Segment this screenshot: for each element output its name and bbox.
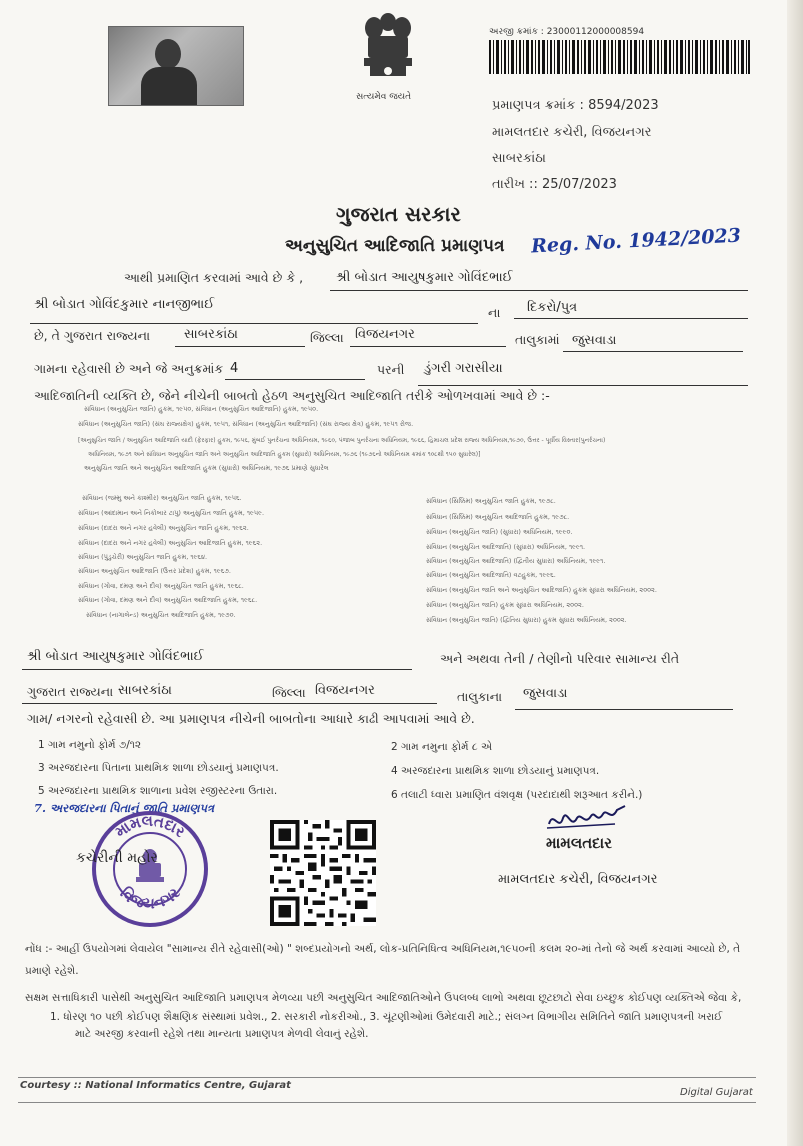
svg-text:મામલતદાર bbox=[112, 812, 189, 841]
applicant-name: શ્રી બોડાત આયુષકુમાર ગોવિંદભાઈ bbox=[336, 270, 513, 285]
taluka-underline bbox=[350, 346, 506, 347]
residence-district-underline bbox=[22, 703, 437, 704]
footer-bottom-rule bbox=[18, 1102, 756, 1103]
application-number: અરજી ક્રમાંક : 23000112000008594 bbox=[489, 27, 645, 37]
residence-district: સાબરકાંઠા bbox=[118, 683, 172, 698]
order-line: સંવિધાન (અનુસુચિત જાતિ) (સંઘ રાજ્યક્ષેત્ર) હુકમ, ૧૯૫૧, સંવિધાન (અનુસુચિત આદિજાતિ) (સંઘ રાજ્ય ક્ષેત્ર) હુકમ, ૧૯૫૧ રોજ. bbox=[78, 420, 414, 428]
order-left: સંવિધાન અનુસુચિત આદિજાતિ (ઉત્તર પ્રદેશ) હુકમ, ૧૯૬૭. bbox=[78, 567, 231, 575]
certificate-number: પ્રમાણપત્ર ક્રમાંક : 8594/2023 bbox=[492, 98, 659, 113]
tribe-value: ડુંગરી ગરાસીયા bbox=[424, 361, 503, 376]
order-right: સંવિધાન (અનુસુચિત જાતિ અને અનુસુચિત આદિજાતિ) હુકમ સુધારા અધિનિયમ, ૨૦૦૨. bbox=[426, 586, 657, 594]
document-item: 3 અરજદારના પિતાના પ્રાથમિક શાળા છોડયાનું પ્રમાણપત્ર. bbox=[38, 762, 279, 774]
order-right: સંવિધાન (સિક્કિમ) અનુસુચિત જાતિ હુકમ, ૧૯૭૮. bbox=[426, 497, 556, 505]
taluka-value: વિજયનગર bbox=[355, 327, 415, 342]
taluka-label: તાલુકામાં bbox=[515, 332, 560, 347]
issue-date: તારીખ :: 25/07/2023 bbox=[492, 177, 617, 192]
paper-edge bbox=[787, 0, 803, 1146]
note-line: 1. ધોરણ ૧૦ પછી કોઈપણ શૈક્ષણિક સંસ્થામાં પ્રવેશ., 2. સરકારી નોકરીઓ., 3. ચૂંટણીઓમાં ઉમેદવારી માટે.; સંલગ્ન વિભાગીય સમિતિને જાતિ પ્રમાણપત્રની ખરાઈ bbox=[50, 1011, 723, 1023]
order-right: સંવિધાન (અનુસુચિત જાતિ) (સુધારા) અધિનિયમ, ૧૯૯૦. bbox=[426, 528, 573, 536]
document-item: 6 તલાટી ધ્વારા પ્રમાણિત વંશવૃક્ષ (પરદાદાથી શરૂઆત કરીને.) bbox=[391, 789, 643, 801]
order-line: અનુસુચિત જાતિ અને અનુસુચિત આદિજાતિ હુકમ (સુધારો) અધિનિયમ, ૧૯૭૬ પ્રમાણે સુધારેલ bbox=[84, 464, 329, 472]
photo-head bbox=[155, 39, 181, 69]
office-seal-label: કચેરીની મહોર bbox=[76, 850, 158, 866]
order-left: સંવિધાન (દાદરા અને નગર હવેલી) અનુસુચિત આદિજાતિ હુકમ, ૧૯૬૨. bbox=[78, 539, 263, 547]
residence-district-label: જિલ્લા bbox=[272, 685, 306, 700]
order-line: સંવિધાન (અનુસુચિત જાતિ) હુકમ, ૧૯૫૦, સંવિધાન (અનુસુચિત આદિજાતિ) હુકમ, ૧૯૫૦. bbox=[84, 405, 319, 413]
district-label: જિલ્લા bbox=[310, 330, 344, 345]
order-left: સંવિધાન (દાદરા અને નગર હવેલી) અનુસુચિત જાતિ હુકમ, ૧૯૬૨. bbox=[78, 524, 249, 532]
government-title: ગુજરાત સરકાર bbox=[336, 202, 461, 226]
family-text: અને અથવા તેની / તેણીનો પરિવાર સામાન્ય રીતે bbox=[440, 651, 680, 666]
national-emblem-icon bbox=[350, 8, 426, 92]
serial-underline bbox=[225, 379, 365, 380]
state-label: ગુજરાત રાજ્યના bbox=[27, 684, 114, 699]
issuing-district: સાબરકાંઠા bbox=[492, 151, 546, 166]
document-item: 1 ગામ નમુનો ફોર્મ ૭/૧૨ bbox=[38, 739, 142, 751]
tribe-label: પરની bbox=[377, 362, 405, 377]
applicant-photo bbox=[108, 26, 244, 106]
relation-underline bbox=[514, 318, 748, 319]
tribe-underline bbox=[418, 385, 748, 386]
footer-top-rule bbox=[18, 1077, 756, 1078]
father-name: શ્રી બોડાત ગોવિંદકુમાર નાનજીભાઈ bbox=[34, 297, 215, 312]
emblem-motto: સત્યમેવ જયતે bbox=[356, 92, 412, 102]
residence-taluka-label: તાલુકાના bbox=[457, 689, 503, 704]
village-underline bbox=[563, 351, 743, 352]
village-text: ગામના રહેવાસી છે અને જે અનુક્રમાંક bbox=[34, 361, 224, 376]
residence-taluka: વિજયનગર bbox=[315, 683, 375, 698]
document-item: 5 અરજદારના પ્રાથમિક શાળાના પ્રવેશ રજીસ્ટરના ઉતારા. bbox=[38, 785, 278, 797]
order-right: સંવિધાન (અનુસુચિત આદિજાતિ) (સુધારા) અધિનિયમ, ૧૯૯૧. bbox=[426, 543, 586, 551]
order-left: સંવિધાન (પુંડુચેરી) અનુસુચિત જાતિ હુકમ, ૧૯૬૪. bbox=[78, 553, 208, 561]
relation-value: દિકરો/પુત્ર bbox=[527, 300, 578, 315]
seal-top-text: મામલતદાર bbox=[111, 811, 189, 842]
office-seal-stamp bbox=[85, 805, 215, 930]
applicant-name-underline bbox=[330, 290, 748, 291]
qr-code-icon bbox=[270, 820, 376, 926]
handwritten-document-item: 7. અરજદારના પિતાનું જાતિ પ્રમાણપત્ર bbox=[34, 801, 215, 815]
order-left: સંવિધાન (ગોવા, દમણ અને દીવ) અનુસુચિત જાતિ હુકમ, ૧૯૬૮. bbox=[78, 582, 244, 590]
village-value: જુસવાડા bbox=[572, 333, 617, 348]
serial-number: 4 bbox=[230, 361, 239, 376]
document-item: 4 અરજદારના પ્રાથમિક શાળા છોડયાનું પ્રમાણપત્ર. bbox=[391, 765, 600, 777]
note-line: સક્ષમ સત્તાધિકારી પાસેથી અનુસુચિત આદિજાતિ પ્રમાણપત્ર મેળવ્યા પછી અનુસુચિત આદિજાતિઓને ઉપલબ્ધ લાભો અથવા છૂટછાટો સેવા ઇચ્છુક કોઈપણ વ્યક્તિએ જેવા કે, bbox=[25, 992, 742, 1004]
order-left: સંવિધાન (આંદામાન અને નિકોબાર ટાપુ) અનુસુચિત જાતિ હુકમ, ૧૯૫૯. bbox=[78, 509, 265, 517]
note-line: માટે અરજી કરવાની રહેશે તથા માન્યતા પ્રમાણપત્ર મેળવી લેવાનું રહેશે. bbox=[75, 1028, 369, 1040]
certify-text: આથી પ્રમાણિત કરવામાં આવે છે કે , bbox=[124, 270, 304, 285]
footer-courtesy: Courtesy :: National Informatics Centre, Gujarat bbox=[20, 1080, 291, 1091]
order-right: સંવિધાન (અનુસુચિત જાતિ) (દ્વિતિય સુધારા) હુકમ સુધારા અધિનિયમ, ૨૦૦૨. bbox=[426, 616, 627, 624]
basis-text: ગામ/ નગરનો રહેવાસી છે. આ પ્રમાણપત્ર નીચેની બાબતોના આધારે કાઢી આપવામાં આવે છે. bbox=[27, 711, 475, 726]
residence-village: જુસવાડા bbox=[523, 686, 568, 701]
state-text: છે, તે ગુજરાત રાજ્યના bbox=[34, 328, 151, 343]
residence-village-underline bbox=[515, 709, 733, 710]
note-line: પ્રમાણે રહેશે. bbox=[25, 965, 79, 977]
order-left: સંવિધાન (નાગાલેન્ડ) અનુસુચિત આદિજાતિ હુકમ, ૧૯૭૦. bbox=[86, 611, 236, 619]
order-left: સંવિધાન (ગોવા, દમણ અને દીવ) અનુસુચિત આદિજાતિ હુકમ, ૧૯૬૮. bbox=[78, 596, 258, 604]
order-line: [અનુસુચિત જાતિ / અનુસુચિત આદિજાતિ યાદી (ફેરફાર) હુકમ, ૧૯૫૬, મુંબઈ પુનર્રચના અધિનિયમ, ૧૯૬૦, પંજાબ પુનર્રચના અધિનિયમ, ૧૯૬૬, હિમાચલ પ્રદેશ રાજ્ય અધિનિયમ,૧૯૭૦, ઉત્તર - પૂર્વીય વિસ્તાર(પુનર્રચના) bbox=[78, 437, 606, 444]
issuing-office: મામલતદાર કચેરી, વિજયનગર bbox=[492, 125, 652, 140]
order-left: સંવિધાન (જમ્મુ અને કાશ્મીર) અનુસુચિત જાતિ હુકમ, ૧૯૫૬. bbox=[82, 494, 242, 502]
officer-title: મામલતદાર bbox=[546, 834, 612, 852]
document-item: 2 ગામ નમુના ફોર્મ ૮ એ bbox=[391, 741, 493, 753]
resident-name: શ્રી બોડાત આયુષકુમાર ગોવિંદભાઈ bbox=[27, 649, 204, 664]
order-right: સંવિધાન (સિક્કિમ) અનુસુચિત આદિજાતિ હુકમ, ૧૯૭૮. bbox=[426, 513, 570, 521]
barcode-icon bbox=[489, 40, 751, 74]
seal-bottom-text: વિજયનગર bbox=[116, 883, 184, 913]
officer-signature bbox=[545, 802, 635, 836]
resident-name-underline bbox=[22, 669, 412, 670]
footer-brand: Digital Gujarat bbox=[680, 1087, 753, 1098]
svg-text:વિજયનગર bbox=[117, 884, 184, 913]
handwritten-reg-number: Reg. No. 1942/2023 bbox=[530, 224, 742, 258]
order-right: સંવિધાન (અનુસુચિત આદિજાતિ) (દ્વિતીય સુધારા) અધિનિયમ, ૧૯૯૧. bbox=[426, 557, 606, 565]
na-label: ના bbox=[488, 305, 501, 320]
photo-body bbox=[141, 67, 197, 105]
note-line: નોંધ :- આહીં ઉપયોગમાં લેવાયેલ "સામાન્ય રીતે રહેવાસી(ઓ) " શબ્દપ્રયોગનો અર્થ, લોક-પ્રતિનિધિત્વ અધિનિયમ,૧૯૫૦ની કલમ ૨૦-માં તેનો જે અર્થ કરવામાં આવ્યો છે, તે bbox=[25, 943, 741, 955]
district-underline bbox=[175, 346, 305, 347]
order-line: અધિનિયમ, ૧૯૭૧ અને સંવિધાન અનુસુચિત જાતિ અને અનુસુચિત આદિજાતિ હુકમ (સુધારો) અધિનિયમ, ૧૯૭૬ (૧૯૭૬નો અધિનિયમ ક્રમાંક ૧૦૮થી ૧૫૦ સુધારેલ)] bbox=[88, 451, 481, 458]
tribe-recognition-text: આદિજાતિની વ્યક્તિ છે, જેને નીચેની બાબતો હેઠળ અનુસુચિત આદિજાતિ તરીકે ઓળખવામાં આવે છે :- bbox=[34, 388, 550, 403]
certificate-title: અનુસુચિત આદિજાતિ પ્રમાણપત્ર bbox=[285, 236, 505, 256]
order-right: સંવિધાન (અનુસુચિત આદિજાતિ) વટહુકમ, ૧૯૯૬. bbox=[426, 571, 556, 579]
father-name-underline bbox=[30, 323, 478, 324]
district-value: સાબરકાંઠા bbox=[184, 327, 238, 342]
order-right: સંવિધાન (અનુસુચિત જાતિ) હુકમ સુધારા અધિનિયમ, ૨૦૦૨. bbox=[426, 601, 584, 609]
officer-office: મામલતદાર કચેરી, વિજયનગર bbox=[498, 872, 658, 887]
